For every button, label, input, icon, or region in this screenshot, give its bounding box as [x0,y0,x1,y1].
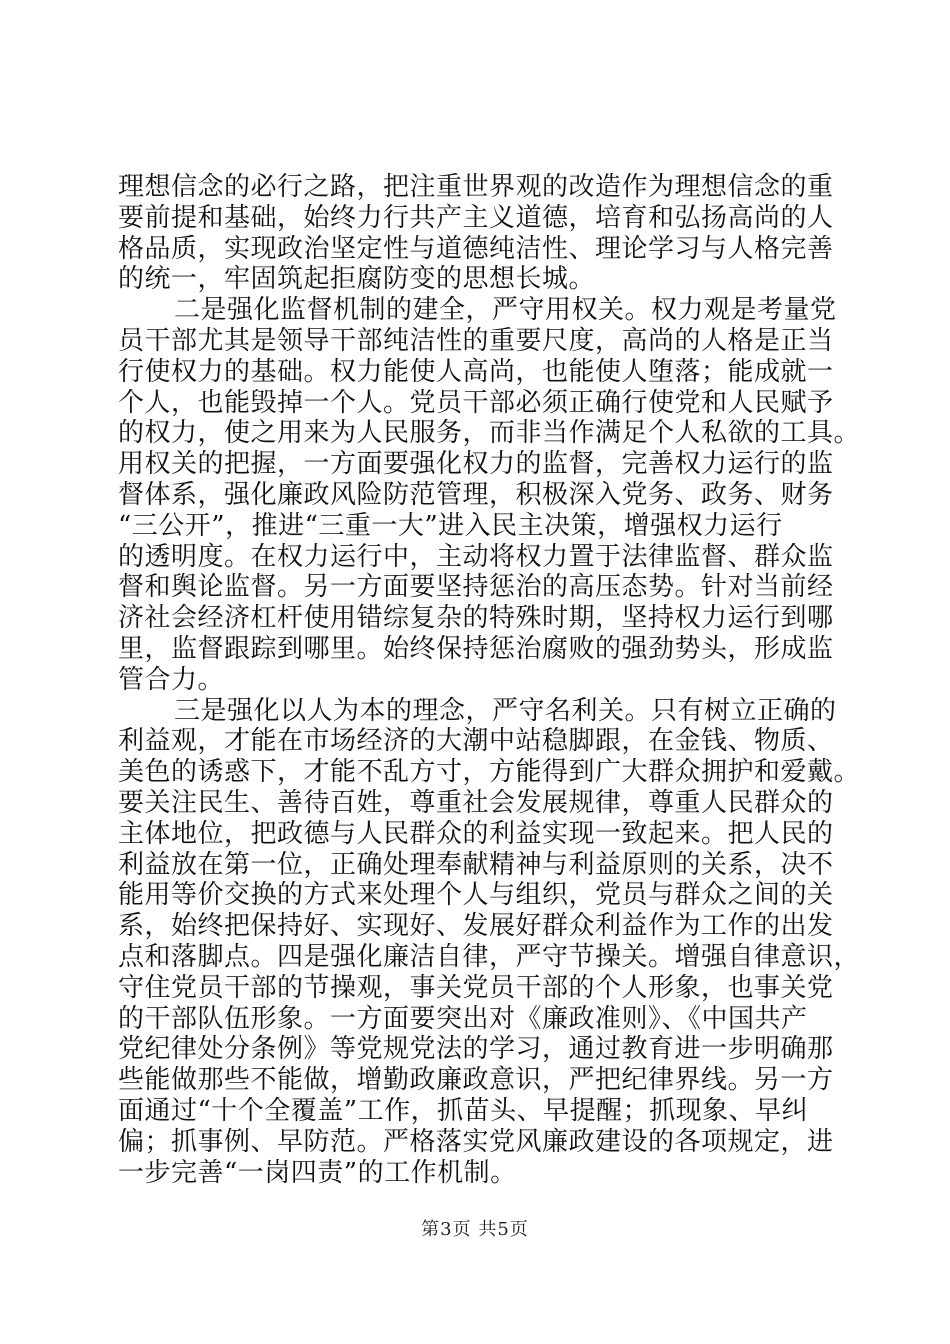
text-line: 些能做那些不能做，增勤政廉政意识，严把纪律界线。另一方 [118,1065,834,1096]
document-body [118,172,861,1188]
text-line: 能用等价交换的方式来处理个人与组织，党员与群众之间的关 [118,880,834,911]
text-line: 主体地位，把政德与人民群众的利益实现一致起来。把人民的 [118,818,834,849]
text-line: 的透明度。在权力运行中，主动将权力置于法律监督、群众监 [118,541,834,572]
text-line: 利益观，才能在市场经济的大潮中站稳脚跟，在金钱、物质、 [118,726,834,757]
text-line: 督体系，强化廉政风险防范管理，积极深入党务、政务、财务 [118,479,834,510]
text-line: 面通过“十个全覆盖”工作，抓苗头、早提醒；抓现象、早纠 [118,1095,809,1126]
text-line: 督和舆论监督。另一方面要坚持惩治的高压态势。针对当前经 [118,572,834,603]
text-line: 行使权力的基础。权力能使人高尚，也能使人堕落；能成就一 [118,356,834,387]
text-line: 要关注民生、善待百姓，尊重社会发展规律，尊重人民群众的 [118,787,834,818]
text-line: 利益放在第一位，正确处理奉献精神与利益原则的关系，决不 [118,849,834,880]
text-line: 用权关的把握，一方面要强化权力的监督，完善权力运行的监 [118,449,834,480]
text-line: 美色的诱惑下，才能不乱方寸，方能得到广大群众拥护和爱戴。 [118,757,861,788]
paragraph-start-line: 三是强化以人为本的理念，严守名利关。只有树立正确的 [174,695,837,726]
text-line: 员干部尤其是领导干部纯洁性的重要尺度，高尚的人格是正当 [118,325,834,356]
text-line: 一步完善“一岗四责”的工作机制。 [118,1157,517,1188]
text-line: 守住党员干部的节操观，事关党员干部的个人形象，也事关党 [118,972,834,1003]
page-indicator: 第3页 共5页 [421,1219,529,1240]
paragraph-start-line: 二是强化监督机制的建全，严守用权关。权力观是考量党 [174,295,837,326]
text-line: 党纪律处分条例》等党规党法的学习，通过教育进一步明确那 [118,1034,834,1065]
text-line: 济社会经济杠杆使用错综复杂的特殊时期，坚持权力运行到哪 [118,603,834,634]
text-line: 的统一，牢固筑起拒腐防变的思想长城。 [118,264,596,295]
text-line: 偏；抓事例、早防范。严格落实党风廉政建设的各项规定，进 [118,1126,834,1157]
page-footer [0,1215,950,1241]
text-line: 理想信念的必行之路，把注重世界观的改造作为理想信念的重 [118,172,834,202]
text-line: 的权力，使之用来为人民服务，而非当作满足个人私欲的工具。 [118,418,861,449]
text-line: 系，始终把保持好、实现好、发展好群众利益作为工作的出发 [118,911,834,942]
text-line: 里，监督跟踪到哪里。始终保持惩治腐败的强劲势头，形成监 [118,633,834,664]
text-line: 的干部队伍形象。一方面要突出对《廉政准则》、《中国共产 [118,1003,808,1034]
text-line: 格品质，实现政治坚定性与道德纯洁性、理论学习与人格完善 [118,233,834,264]
text-line: 个人，也能毁掉一个人。党员干部必须正确行使党和人民赋予 [118,387,834,418]
text-line: 点和落脚点。四是强化廉洁自律，严守节操关。增强自律意识， [118,941,861,972]
text-line: 管合力。 [118,664,225,695]
text-line: 要前提和基础，始终力行共产主义道德，培育和弘扬高尚的人 [118,202,834,233]
text-line: “三公开”，推进“三重一大”进入民主决策，增强权力运行 [118,510,783,541]
